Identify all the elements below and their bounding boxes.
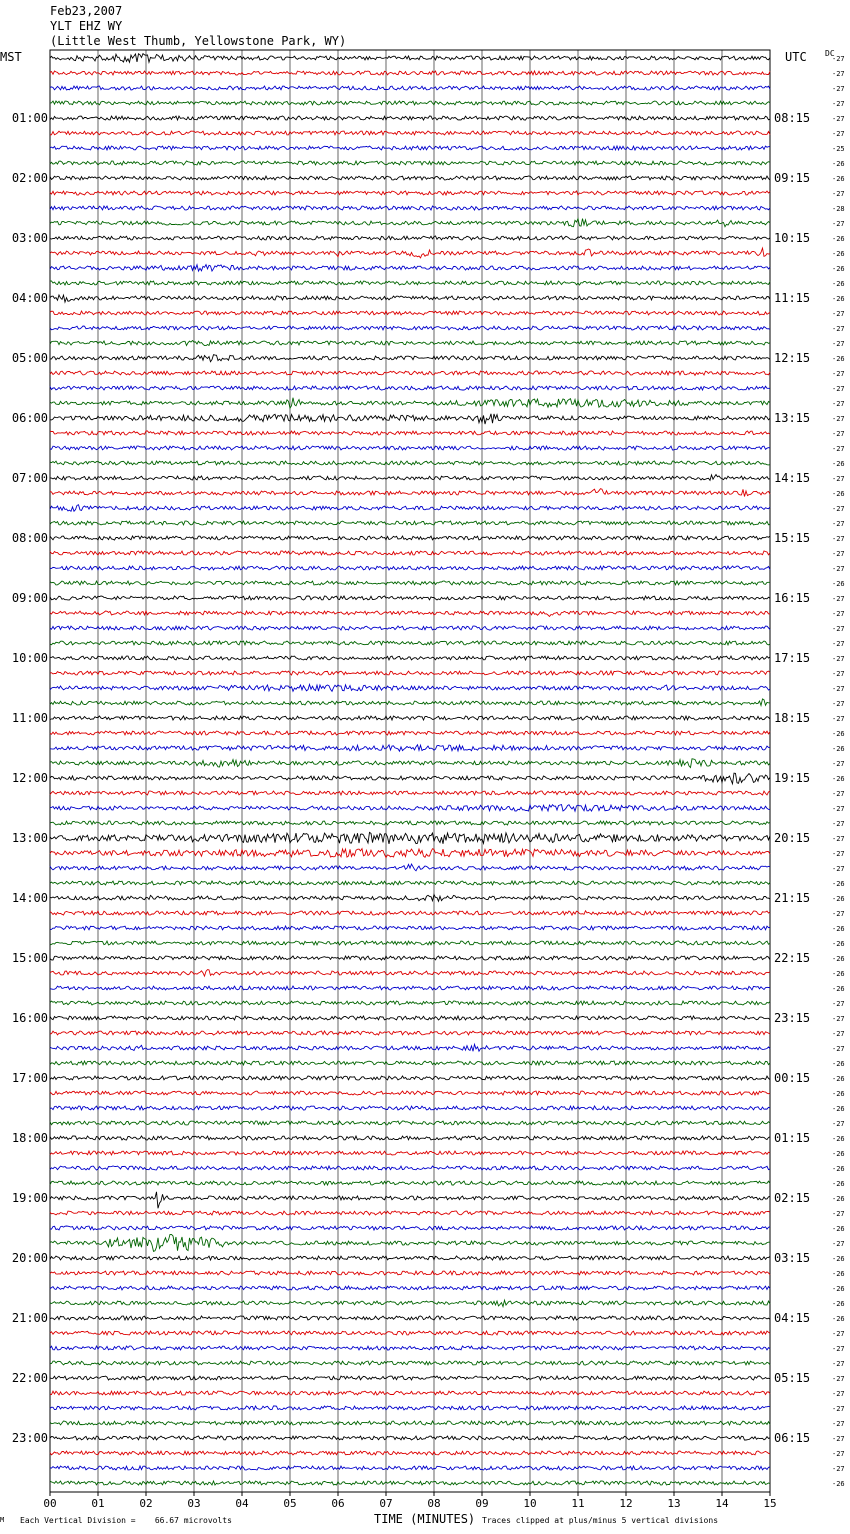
trace-row-63 <box>50 1001 770 1005</box>
dc-offset-label: -27 <box>832 1405 845 1413</box>
dc-offset-label: -26 <box>832 1090 845 1098</box>
dc-offset-label: -26 <box>832 265 845 273</box>
trace-row-35 <box>50 581 770 585</box>
dc-offset-label: -27 <box>832 520 845 528</box>
x-tick-label: 03 <box>187 1497 201 1510</box>
trace-row-20 <box>50 355 770 362</box>
dc-offset-label: -27 <box>832 670 845 678</box>
utc-hour-label: 00:15 <box>774 1071 811 1085</box>
mst-hour-label: 23:00 <box>11 1431 48 1445</box>
trace-row-74 <box>50 1166 770 1170</box>
dc-offset-label: -27 <box>832 310 845 318</box>
trace-row-86 <box>50 1346 770 1350</box>
trace-row-60 <box>50 956 770 960</box>
dc-offset-label: -27 <box>832 1030 845 1038</box>
trace-row-14 <box>50 265 770 272</box>
x-tick-label: 06 <box>331 1497 345 1510</box>
trace-row-92 <box>50 1436 770 1440</box>
x-tick-label: 07 <box>379 1497 393 1510</box>
trace-row-3 <box>50 101 770 105</box>
trace-row-58 <box>50 926 770 930</box>
trace-row-71 <box>50 1121 770 1125</box>
utc-hour-label: 18:15 <box>774 711 811 725</box>
trace-row-75 <box>50 1181 770 1185</box>
dc-offset-label: -27 <box>832 1450 845 1458</box>
mst-hour-label: 12:00 <box>11 771 48 785</box>
dc-offset-label: -26 <box>832 355 845 363</box>
trace-row-11 <box>50 219 770 227</box>
trace-row-93 <box>50 1451 770 1455</box>
mst-hour-label: 21:00 <box>11 1311 48 1325</box>
trace-row-82 <box>50 1286 770 1290</box>
dc-offset-label: -27 <box>832 100 845 108</box>
mst-hour-label: 01:00 <box>11 111 48 125</box>
dc-offset-label: -26 <box>832 775 845 783</box>
dc-offset-label: -27 <box>832 850 845 858</box>
dc-offset-label: -27 <box>832 70 845 78</box>
dc-offset-label: -26 <box>832 235 845 243</box>
utc-hour-label: 04:15 <box>774 1311 811 1325</box>
trace-row-89 <box>50 1391 770 1395</box>
trace-row-13 <box>50 248 770 258</box>
trace-row-0 <box>50 54 770 63</box>
trace-row-67 <box>50 1061 770 1065</box>
station-code: YLT EHZ WY <box>50 19 123 33</box>
trace-row-41 <box>50 671 770 675</box>
utc-hour-label: 03:15 <box>774 1251 811 1265</box>
dc-offset-label: -26 <box>832 880 845 888</box>
dc-offset-label: -27 <box>832 1210 845 1218</box>
dc-offset-label: -26 <box>832 490 845 498</box>
x-tick-label: 10 <box>523 1497 537 1510</box>
utc-hour-label: 17:15 <box>774 651 811 665</box>
utc-hour-label: 01:15 <box>774 1131 811 1145</box>
trace-row-45 <box>50 731 770 735</box>
trace-row-36 <box>50 596 770 600</box>
trace-row-19 <box>50 341 770 346</box>
trace-row-8 <box>50 176 770 180</box>
dc-offset-label: -27 <box>832 445 845 453</box>
dc-offset-label: -26 <box>832 1195 845 1203</box>
dc-offset-label: -26 <box>832 1285 845 1293</box>
trace-row-39 <box>50 641 770 645</box>
dc-offset-label: -26 <box>832 1105 845 1113</box>
trace-row-76 <box>50 1192 770 1209</box>
utc-hour-label: 22:15 <box>774 951 811 965</box>
trace-row-37 <box>50 611 770 617</box>
dc-offset-label: -27 <box>832 1330 845 1338</box>
utc-hour-label: 11:15 <box>774 291 811 305</box>
trace-row-40 <box>50 656 770 660</box>
trace-row-78 <box>50 1226 770 1230</box>
trace-row-53 <box>50 849 770 858</box>
trace-row-80 <box>50 1256 770 1260</box>
trace-row-27 <box>50 461 770 465</box>
dc-offset-label: -26 <box>832 460 845 468</box>
trace-row-1 <box>50 71 770 75</box>
chart-date: Feb23,2007 <box>50 4 123 18</box>
trace-row-42 <box>50 684 770 691</box>
left-timezone-label: MST <box>0 50 22 64</box>
dc-offset-label: -27 <box>832 685 845 693</box>
dc-offset-label: -26 <box>832 1075 845 1083</box>
dc-offset-label: -27 <box>832 550 845 558</box>
utc-hour-label: 15:15 <box>774 531 811 545</box>
x-tick-label: 00 <box>43 1497 57 1510</box>
mst-hour-label: 14:00 <box>11 891 48 905</box>
dc-offset-label: -26 <box>832 1300 845 1308</box>
trace-row-38 <box>50 626 770 630</box>
trace-row-22 <box>50 386 770 390</box>
trace-row-49 <box>50 791 770 795</box>
dc-offset-label: -27 <box>832 475 845 483</box>
mst-hour-label: 03:00 <box>11 231 48 245</box>
dc-offset-label: -27 <box>832 1345 845 1353</box>
trace-row-51 <box>50 821 770 825</box>
trace-row-62 <box>50 986 770 990</box>
x-tick-label: 05 <box>283 1497 297 1510</box>
dc-offset-label: -27 <box>832 835 845 843</box>
scale-note: Each Vertical Division = 66.67 microvolts <box>20 1516 232 1525</box>
dc-offset-label: -27 <box>832 595 845 603</box>
trace-row-73 <box>50 1151 770 1155</box>
trace-row-7 <box>50 161 770 165</box>
trace-row-81 <box>50 1271 770 1275</box>
mst-hour-label: 11:00 <box>11 711 48 725</box>
trace-row-31 <box>50 521 770 525</box>
dc-offset-label: -26 <box>832 940 845 948</box>
dc-offset-label: -26 <box>832 1270 845 1278</box>
trace-row-4 <box>50 116 770 120</box>
dc-offset-label: -26 <box>832 730 845 738</box>
utc-hour-label: 14:15 <box>774 471 811 485</box>
trace-row-69 <box>50 1091 770 1095</box>
dc-offset-label: -27 <box>832 220 845 228</box>
dc-offset-label: -28 <box>832 205 845 213</box>
dc-offset-label: -26 <box>832 295 845 303</box>
trace-row-6 <box>50 146 770 150</box>
station-location: (Little West Thumb, Yellowstone Park, WY) <box>50 34 347 48</box>
trace-row-48 <box>50 773 770 784</box>
trace-row-64 <box>50 1016 770 1020</box>
dc-offset-label: -27 <box>832 865 845 873</box>
x-tick-label: 15 <box>763 1497 777 1510</box>
utc-hour-label: 02:15 <box>774 1191 811 1205</box>
trace-row-52 <box>50 832 770 844</box>
utc-hour-label: 16:15 <box>774 591 811 605</box>
dc-offset-label: -27 <box>832 505 845 513</box>
utc-hour-label: 23:15 <box>774 1011 811 1025</box>
dc-offset-label: -27 <box>832 760 845 768</box>
dc-offset-label: -27 <box>832 805 845 813</box>
dc-offset-label: -27 <box>832 700 845 708</box>
dc-offset-label: -27 <box>832 55 845 63</box>
right-timezone-label: UTC <box>785 50 807 64</box>
mst-hour-label: 19:00 <box>11 1191 48 1205</box>
dc-offset-label: -27 <box>832 385 845 393</box>
dc-offset-label: -26 <box>832 1225 845 1233</box>
mst-hour-label: 08:00 <box>11 531 48 545</box>
dc-offset-label: -27 <box>832 1240 845 1248</box>
utc-hour-label: 19:15 <box>774 771 811 785</box>
dc-offset-label: -26 <box>832 1060 845 1068</box>
utc-hour-label: 12:15 <box>774 351 811 365</box>
dc-offset-label: -26 <box>832 160 845 168</box>
dc-offset-label: -26 <box>832 1135 845 1143</box>
trace-row-95 <box>50 1481 770 1485</box>
dc-offset-label: -27 <box>832 790 845 798</box>
dc-offset-label: -27 <box>832 340 845 348</box>
trace-row-26 <box>50 446 770 450</box>
trace-row-68 <box>50 1076 770 1080</box>
dc-offset-label: -27 <box>832 910 845 918</box>
dc-offset-label: -26 <box>832 985 845 993</box>
trace-row-44 <box>50 716 770 720</box>
dc-offset-label: -27 <box>832 415 845 423</box>
dc-offset-label: -27 <box>832 1465 845 1473</box>
x-tick-label: 02 <box>139 1497 153 1510</box>
trace-row-47 <box>50 759 770 768</box>
dc-offset-label: -26 <box>832 250 845 258</box>
utc-hour-label: 10:15 <box>774 231 811 245</box>
mst-hour-label: 22:00 <box>11 1371 48 1385</box>
trace-row-83 <box>50 1300 770 1306</box>
utc-hour-label: 05:15 <box>774 1371 811 1385</box>
trace-row-5 <box>50 131 770 135</box>
dc-offset-label: -27 <box>832 820 845 828</box>
dc-offset-label: -27 <box>832 400 845 408</box>
trace-row-23 <box>50 398 770 409</box>
utc-hour-label: 13:15 <box>774 411 811 425</box>
dc-offset-label: -27 <box>832 1390 845 1398</box>
dc-offset-label: -27 <box>832 430 845 438</box>
mst-hour-label: 13:00 <box>11 831 48 845</box>
trace-row-16 <box>50 295 770 302</box>
mst-hour-label: 02:00 <box>11 171 48 185</box>
dc-offset-label: -26 <box>832 1480 845 1488</box>
dc-offset-label: -27 <box>832 1015 845 1023</box>
trace-row-32 <box>50 536 770 540</box>
mst-hour-label: 15:00 <box>11 951 48 965</box>
mst-hour-label: 04:00 <box>11 291 48 305</box>
clip-note: Traces clipped at plus/minus 5 vertical divisions <box>482 1516 719 1525</box>
x-tick-label: 08 <box>427 1497 441 1510</box>
dc-offset-label: -27 <box>832 1435 845 1443</box>
dc-offset-header: DC <box>825 49 835 58</box>
trace-row-15 <box>50 281 770 285</box>
trace-row-88 <box>50 1376 770 1380</box>
dc-offset-label: -27 <box>832 625 845 633</box>
trace-row-90 <box>50 1406 770 1410</box>
dc-offset-label: -25 <box>832 145 845 153</box>
trace-row-9 <box>50 191 770 195</box>
dc-offset-label: -26 <box>832 1255 845 1263</box>
dc-offset-label: -27 <box>832 610 845 618</box>
dc-offset-label: -27 <box>832 85 845 93</box>
trace-row-34 <box>50 566 770 570</box>
dc-offset-label: -27 <box>832 370 845 378</box>
dc-offset-label: -27 <box>832 325 845 333</box>
trace-row-18 <box>50 326 770 330</box>
trace-row-33 <box>50 551 770 555</box>
dc-offset-label: -27 <box>832 1360 845 1368</box>
trace-row-56 <box>50 895 770 902</box>
mst-hour-label: 09:00 <box>11 591 48 605</box>
dc-offset-label: -26 <box>832 580 845 588</box>
utc-hour-label: 09:15 <box>774 171 811 185</box>
dc-offset-label: -27 <box>832 1420 845 1428</box>
trace-row-29 <box>50 489 770 497</box>
trace-row-28 <box>50 475 770 481</box>
dc-offset-label: -26 <box>832 970 845 978</box>
trace-row-10 <box>50 206 770 210</box>
trace-row-25 <box>50 431 770 435</box>
dc-offset-label: -27 <box>832 130 845 138</box>
trace-row-43 <box>50 699 770 706</box>
mst-hour-label: 20:00 <box>11 1251 48 1265</box>
trace-row-54 <box>50 864 770 871</box>
trace-row-94 <box>50 1466 770 1470</box>
trace-row-65 <box>50 1031 770 1035</box>
trace-row-79 <box>50 1234 770 1251</box>
dc-offset-label: -27 <box>832 115 845 123</box>
dc-offset-label: -26 <box>832 175 845 183</box>
x-tick-label: 01 <box>91 1497 105 1510</box>
trace-row-77 <box>50 1211 770 1215</box>
trace-row-84 <box>50 1316 770 1320</box>
trace-row-57 <box>50 911 770 915</box>
dc-offset-label: -26 <box>832 895 845 903</box>
dc-offset-label: -27 <box>832 715 845 723</box>
x-axis-title: TIME (MINUTES) <box>374 1512 476 1526</box>
dc-offset-label: -26 <box>832 1150 845 1158</box>
trace-row-17 <box>50 311 770 315</box>
x-tick-label: 12 <box>619 1497 633 1510</box>
utc-hour-label: 08:15 <box>774 111 811 125</box>
dc-offset-label: -27 <box>832 640 845 648</box>
dc-offset-label: -26 <box>832 925 845 933</box>
trace-row-2 <box>50 86 770 90</box>
trace-row-59 <box>50 941 770 945</box>
mst-hour-label: 16:00 <box>11 1011 48 1025</box>
trace-row-61 <box>50 970 770 977</box>
trace-row-30 <box>50 505 770 512</box>
dc-offset-label: -26 <box>832 745 845 753</box>
dc-offset-label: -27 <box>832 1375 845 1383</box>
dc-offset-label: -27 <box>832 1045 845 1053</box>
utc-hour-label: 20:15 <box>774 831 811 845</box>
mst-hour-label: 17:00 <box>11 1071 48 1085</box>
x-tick-label: 11 <box>571 1497 585 1510</box>
mst-hour-label: 07:00 <box>11 471 48 485</box>
utc-hour-label: 21:15 <box>774 891 811 905</box>
dc-offset-label: -27 <box>832 190 845 198</box>
trace-row-72 <box>50 1136 770 1140</box>
mst-hour-label: 10:00 <box>11 651 48 665</box>
dc-offset-label: -26 <box>832 1165 845 1173</box>
trace-row-12 <box>50 236 770 240</box>
x-tick-label: 04 <box>235 1497 249 1510</box>
x-tick-label: 13 <box>667 1497 681 1510</box>
dc-offset-label: -27 <box>832 1000 845 1008</box>
trace-row-55 <box>50 881 770 885</box>
dc-offset-label: -26 <box>832 280 845 288</box>
dc-offset-label: -27 <box>832 655 845 663</box>
trace-row-46 <box>50 745 770 751</box>
trace-row-24 <box>50 414 770 424</box>
trace-row-87 <box>50 1361 770 1365</box>
logo-mark: M <box>0 1516 5 1524</box>
mst-hour-label: 18:00 <box>11 1131 48 1145</box>
mst-hour-label: 05:00 <box>11 351 48 365</box>
dc-offset-label: -27 <box>832 565 845 573</box>
dc-offset-label: -26 <box>832 1315 845 1323</box>
x-tick-label: 09 <box>475 1497 489 1510</box>
dc-offset-label: -27 <box>832 1120 845 1128</box>
dc-offset-label: -27 <box>832 535 845 543</box>
dc-offset-label: -26 <box>832 955 845 963</box>
trace-row-70 <box>50 1106 770 1110</box>
trace-row-50 <box>50 805 770 812</box>
trace-row-91 <box>50 1421 770 1425</box>
utc-hour-label: 06:15 <box>774 1431 811 1445</box>
x-tick-label: 14 <box>715 1497 729 1510</box>
trace-row-85 <box>50 1331 770 1335</box>
trace-row-21 <box>50 371 770 375</box>
dc-offset-label: -26 <box>832 1180 845 1188</box>
mst-hour-label: 06:00 <box>11 411 48 425</box>
trace-row-66 <box>50 1044 770 1051</box>
